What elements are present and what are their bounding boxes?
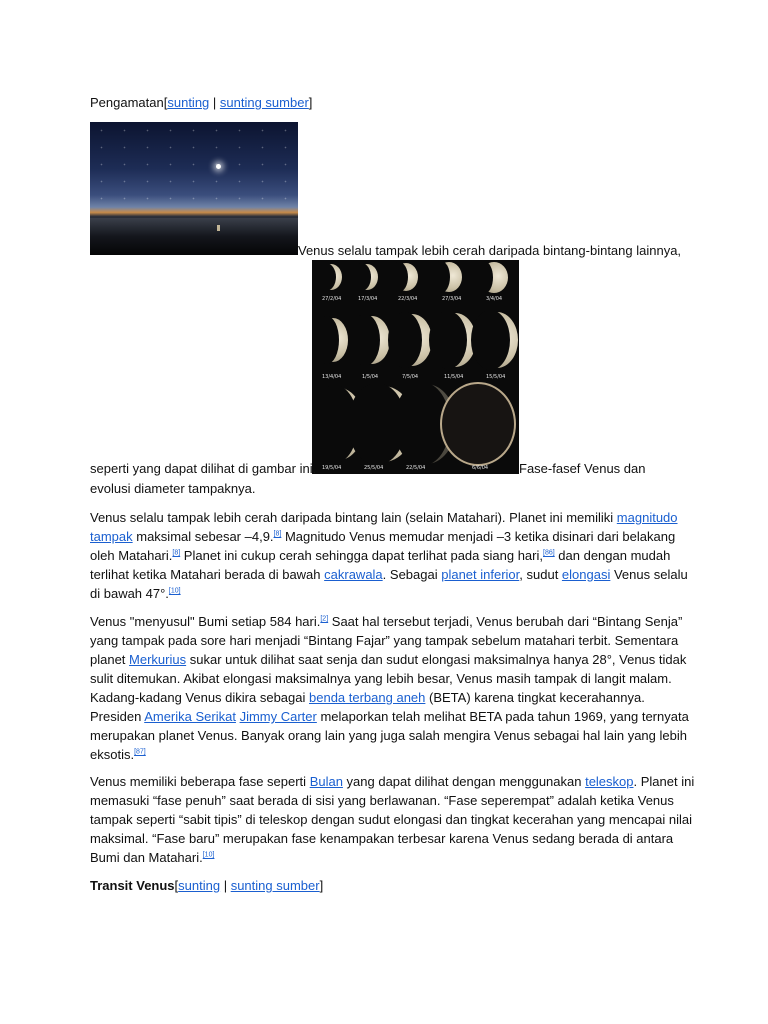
heading-title: Transit Venus [90, 878, 175, 893]
citation-link[interactable]: [2] [320, 615, 329, 623]
venus-phases-image [312, 260, 519, 474]
text: (BETA) karena tingkat kecerahannya. [425, 690, 645, 705]
edit-source-link[interactable]: sunting sumber [219, 95, 309, 110]
citation-link[interactable]: [10] [202, 851, 215, 859]
date-label: 22/3/04 [398, 296, 418, 302]
heading-title: Pengamatan [90, 95, 164, 110]
figure-caption-suffix: Fase-fasef Venus dan [519, 461, 646, 476]
edit-link[interactable]: sunting [178, 878, 221, 893]
text: merupakan planet Venus. Banyak orang lain yang juga salah mengira Venus sebagai hal lain yang lebih [90, 728, 687, 743]
text: Presiden [90, 709, 145, 724]
link-planet-inferior[interactable]: planet inferior [441, 567, 520, 582]
link-cakrawala[interactable]: cakrawala [324, 567, 383, 582]
link-amerika-serikat[interactable]: Amerika Serikat [144, 709, 236, 724]
citation-link[interactable]: [86] [543, 549, 555, 557]
date-label: 6/6/04 [472, 465, 489, 471]
bracket: ] [308, 95, 313, 110]
text: Saat hal tersebut terjadi, Venus berubah dari “Bintang Senja” [328, 614, 683, 629]
citation-link[interactable]: [8] [172, 549, 181, 557]
text: di bawah 47°. [90, 586, 169, 601]
date-label: 22/5/04 [406, 465, 426, 471]
date-label: 11/5/04 [444, 374, 464, 380]
text: eksotis. [90, 747, 135, 762]
text: Venus selalu [610, 567, 688, 582]
text: yang dapat dilihat dengan menggunakan [342, 774, 586, 789]
date-label: 17/3/04 [358, 296, 378, 302]
separator: | [220, 878, 231, 893]
text: planet [90, 652, 130, 667]
text: Kadang-kadang Venus dikira sebagai [90, 690, 309, 705]
date-label: 19/5/04 [322, 465, 342, 471]
figure-caption: Venus selalu tampak lebih cerah daripada bintang-bintang lainnya, [298, 243, 682, 258]
date-label: 7/5/04 [402, 374, 419, 380]
text: terlihat ketika Matahari berada di bawah [90, 567, 325, 582]
link-elongasi[interactable]: elongasi [561, 567, 611, 582]
text: sulit ditemukan. Akibat elongasi maksimalnya yang lebih besar, Venus masih tampak di langit malam. [90, 671, 672, 686]
text: Bumi dan Matahari. [90, 850, 203, 865]
date-label: 27/2/04 [322, 296, 342, 302]
text: , sudut [519, 567, 562, 582]
link-magnitudo-tampak[interactable]: tampak [90, 529, 133, 544]
citation-link[interactable]: [87] [134, 748, 146, 756]
text: Venus memiliki beberapa fase seperti [90, 774, 310, 789]
text: maksimal. “Fase baru” merupakan fase kenampakan terbesar karena Venus sedang berada di antara [90, 831, 674, 846]
date-label: 25/5/04 [364, 465, 384, 471]
text: oleh Matahari. [90, 548, 173, 563]
edit-source-link[interactable]: sunting sumber [230, 878, 320, 893]
bracket: [ [163, 95, 168, 110]
link-benda-terbang-aneh[interactable]: benda terbang aneh [309, 690, 426, 705]
date-label: 13/4/04 [322, 374, 342, 380]
citation-link[interactable]: [8] [273, 530, 282, 538]
text: yang tampak pada sore hari menjadi “Bintang Fajar” yang tampak sebelum matahari terbit. Sementara [90, 633, 679, 648]
text: memasuki “fase penuh” saat berada di sisi yang berlawanan. “Fase seperempat” adalah ketika Venus [90, 793, 674, 808]
link-jimmy-carter[interactable]: Jimmy Carter [239, 709, 317, 724]
text: Magnitudo Venus memudar menjadi –3 ketika disinari dari belakang [281, 529, 676, 544]
text: melaporkan telah melihat BETA pada tahun 1969, yang ternyata [316, 709, 689, 724]
text: . Sebagai [382, 567, 442, 582]
link-merkurius[interactable]: Merkurius [129, 652, 187, 667]
bracket: ] [319, 878, 324, 893]
section-heading-transit-venus [90, 876, 323, 895]
bracket: [ [174, 878, 179, 893]
link-teleskop[interactable]: teleskop [585, 774, 634, 789]
text: tampak seperti “sabit tipis” di teleskop dengan sudut elongasi dan tingkat kecerahan yang mencapai nilai [90, 812, 692, 827]
date-label: 1/5/04 [362, 374, 379, 380]
date-label: 27/3/04 [442, 296, 462, 302]
date-label: 3/4/04 [486, 296, 503, 302]
link-magnitudo-tampak[interactable]: magnitudo [616, 510, 678, 525]
text: sukar untuk dilihat saat senja dan sudut elongasi maksimalnya hanya 28°, Venus tidak [186, 652, 687, 667]
venus-star-icon [216, 164, 221, 169]
separator: | [209, 95, 220, 110]
text: . Planet ini [633, 774, 695, 789]
figure-caption-prefix: seperti yang dapat dilihat di gambar ini. [90, 461, 317, 476]
venus-night-sky-image [90, 122, 298, 255]
text: Planet ini cukup cerah sehingga dapat terlihat pada siang hari, [180, 548, 543, 563]
date-label: 15/5/04 [486, 374, 506, 380]
link-bulan[interactable]: Bulan [309, 774, 343, 789]
edit-link[interactable]: sunting [167, 95, 210, 110]
text: dan dengan mudah [554, 548, 671, 563]
citation-link[interactable]: [10] [168, 587, 181, 595]
figure-caption-line2: evolusi diameter tampaknya. [90, 481, 256, 496]
text: Venus selalu tampak lebih cerah daripada bintang lain (selain Matahari). Planet ini memiliki [90, 510, 617, 525]
text: Venus "menyusul" Bumi setiap 584 hari. [90, 614, 321, 629]
text: maksimal sebesar –4,9. [132, 529, 274, 544]
section-heading-pengamatan [90, 93, 312, 112]
